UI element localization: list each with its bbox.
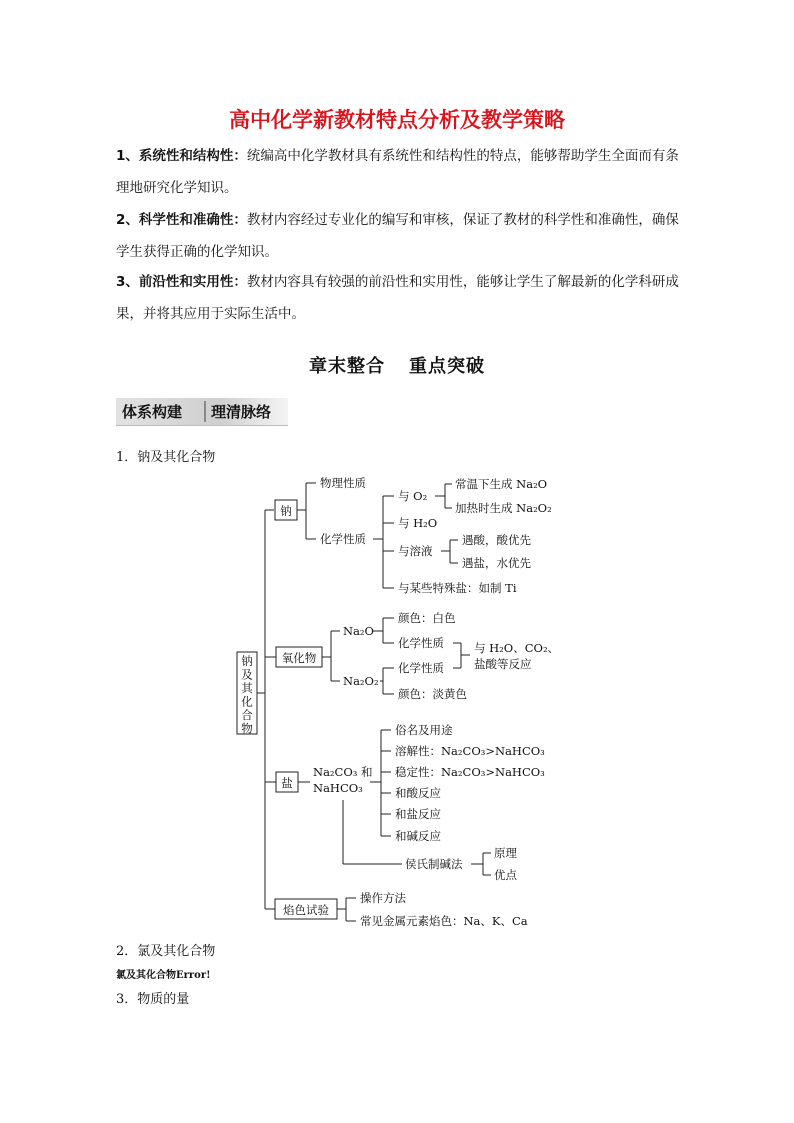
na2o-chem: 化学性质 xyxy=(398,636,444,650)
operation-method: 操作方法 xyxy=(360,891,406,905)
root-label-char: 物 xyxy=(241,721,253,736)
banner-left: 体系构建 xyxy=(122,403,183,421)
stability: 稳定性：Na₂CO₃>NaHCO₃ xyxy=(395,765,545,779)
na2o2-label: Na₂O₂ xyxy=(343,674,379,688)
root-label-char: 及 xyxy=(241,667,253,682)
react-line-2: 盐酸等反应 xyxy=(474,657,532,671)
na2o2-chem: 化学性质 xyxy=(398,661,444,675)
point-2-text: 教材内容经过专业化的编写和审核，保证了教材的科学性和准确性，确保学生获得正确的化学知识。 xyxy=(116,212,679,260)
merit: 优点 xyxy=(494,868,517,882)
react-salt: 和盐反应 xyxy=(395,807,441,821)
point-3-text: 教材内容具有较强的前沿性和实用性，能够让学生了解最新的化学科研成果，并将其应用于实际生活中。 xyxy=(116,274,679,322)
root-label-char: 其 xyxy=(241,681,253,695)
chemical-properties: 化学性质 xyxy=(320,532,366,546)
point-2-label: 2、科学性和准确性： xyxy=(116,212,247,228)
solution-salt: 遇盐，水优先 xyxy=(462,556,531,570)
o2-room-temp: 常温下生成 Na₂O xyxy=(455,477,548,491)
section-title-left: 章末整合 xyxy=(309,356,385,377)
root-label-char: 化 xyxy=(241,694,253,709)
with-h2o: 与 H₂O xyxy=(398,516,438,530)
solubility: 溶解性：Na₂CO₃>NaHCO₃ xyxy=(395,744,545,758)
hou-process: 侯氏制碱法 xyxy=(405,857,463,871)
physical-properties: 物理性质 xyxy=(320,476,366,490)
root-label-text xyxy=(241,654,253,736)
banner-right: 理清脉络 xyxy=(204,401,271,422)
root-label xyxy=(241,654,253,736)
carbonate-line-2: NaHCO₃ xyxy=(313,781,363,795)
principle: 原理 xyxy=(494,846,517,860)
na2o-color: 颜色：白色 xyxy=(398,611,456,625)
flame-test-label: 焰色试验 xyxy=(283,903,329,917)
point-1-label: 1、系统性和结构性： xyxy=(116,148,247,164)
solution-acid: 遇酸，酸优先 xyxy=(462,533,531,547)
item-3-heading: 3．物质的量 xyxy=(116,992,190,1007)
common-flame-colors: 常见金属元素焰色：Na、K、Ca xyxy=(360,914,528,928)
react-line-1: 与 H₂O、CO₂、 xyxy=(474,641,560,655)
name-and-use: 俗名及用途 xyxy=(395,723,453,737)
na2o2-color: 颜色：淡黄色 xyxy=(398,687,467,701)
carbonate-line-1: Na₂CO₃ 和 xyxy=(313,765,373,779)
document-title: 高中化学新教材特点分析及教学策略 xyxy=(229,108,565,132)
special-salt: 与某些特殊盐：如制 Ti xyxy=(398,581,517,595)
react-base: 和碱反应 xyxy=(395,829,441,843)
root-label-char: 钠 xyxy=(241,654,253,668)
item-1-heading: 1．钠及其化合物 xyxy=(116,450,216,465)
salt-label: 盐 xyxy=(281,776,293,790)
oxide-label: 氧化物 xyxy=(281,651,317,665)
root-label-char: 合 xyxy=(241,708,253,722)
with-solution: 与溶液 xyxy=(398,544,433,558)
sodium-label: 钠 xyxy=(280,504,292,518)
point-3-label: 3、前沿性和实用性： xyxy=(116,274,247,290)
with-o2: 与 O₂ xyxy=(398,489,428,503)
item-2-heading: 2．氯及其化合物 xyxy=(116,944,216,959)
na2o-label: Na₂O xyxy=(343,624,374,638)
react-acid: 和酸反应 xyxy=(395,786,441,800)
point-1-text: 统编高中化学教材具有系统性和结构性的特点，能够帮助学生全面而有条理地研究化学知识。 xyxy=(116,148,679,196)
o2-heated: 加热时生成 Na₂O₂ xyxy=(455,501,552,515)
item-2-error: 氯及其化合物Error! xyxy=(116,970,211,981)
section-title-right: 重点突破 xyxy=(409,356,485,377)
